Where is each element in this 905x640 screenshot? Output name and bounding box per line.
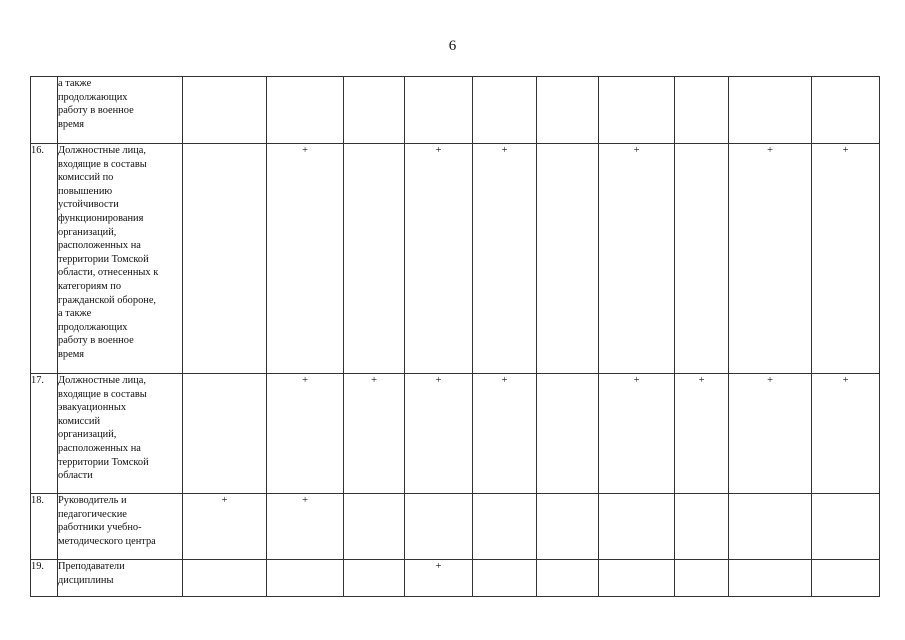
training-table xyxy=(30,76,880,597)
mark-cell xyxy=(812,77,880,144)
description-line: комиссий по xyxy=(58,172,114,184)
description-line: территории Томской xyxy=(58,253,149,265)
mark-cell xyxy=(537,494,599,560)
description-line: комиссий xyxy=(58,415,100,427)
mark-cell xyxy=(344,494,405,560)
description-line: расположенных на xyxy=(58,240,141,252)
description-line: Руководитель и xyxy=(58,495,127,506)
mark-cell xyxy=(675,144,729,374)
table-row xyxy=(31,144,880,374)
row-number: 17. xyxy=(31,374,58,494)
description-line: Должностные лица, xyxy=(58,145,146,156)
mark-cell xyxy=(675,494,729,560)
description-line: гражданской обороне, xyxy=(58,294,157,306)
mark-cell xyxy=(267,77,344,144)
mark-cell xyxy=(599,560,675,597)
mark-cell xyxy=(599,494,675,560)
mark-cell xyxy=(473,77,537,144)
row-number: 19. xyxy=(31,560,58,597)
mark-cell: + xyxy=(473,374,537,494)
description-line: методического центра xyxy=(58,535,156,547)
description-line: повышению xyxy=(58,185,113,197)
description-line: работники учебно- xyxy=(58,522,142,534)
mark-cell: + xyxy=(729,374,812,494)
description-line: расположенных на xyxy=(58,442,141,454)
mark-cell xyxy=(537,77,599,144)
mark-cell xyxy=(344,144,405,374)
mark-cell xyxy=(729,560,812,597)
description-line: категориям по xyxy=(58,280,122,292)
category-description xyxy=(58,144,183,374)
mark-cell xyxy=(812,494,880,560)
mark-cell: + xyxy=(344,374,405,494)
description-line: организаций, xyxy=(58,429,117,441)
mark-cell: + xyxy=(729,144,812,374)
mark-cell: + xyxy=(599,144,675,374)
mark-cell xyxy=(405,77,473,144)
mark-cell xyxy=(675,560,729,597)
page-number: 6 xyxy=(448,38,457,54)
table-row xyxy=(31,374,880,494)
mark-cell xyxy=(405,494,473,560)
mark-cell xyxy=(267,560,344,597)
description-line: а также xyxy=(58,308,92,320)
mark-cell xyxy=(537,144,599,374)
mark-cell xyxy=(344,77,405,144)
mark-cell xyxy=(183,560,267,597)
description-line: время xyxy=(58,118,85,130)
mark-cell: + xyxy=(675,374,729,494)
mark-cell: + xyxy=(599,374,675,494)
mark-cell: + xyxy=(473,144,537,374)
description-line: эвакуационных xyxy=(58,402,127,414)
description-line: Преподаватели xyxy=(58,561,125,572)
mark-cell: + xyxy=(267,144,344,374)
description-line: входящие в составы xyxy=(58,158,147,170)
description-line: устойчивости xyxy=(58,199,119,211)
description-line: Должностные лица, xyxy=(58,375,146,386)
mark-cell: + xyxy=(405,560,473,597)
table-row xyxy=(31,77,880,144)
mark-cell: + xyxy=(812,144,880,374)
mark-cell xyxy=(729,494,812,560)
mark-cell: + xyxy=(405,374,473,494)
mark-cell: + xyxy=(267,494,344,560)
mark-cell xyxy=(537,374,599,494)
description-line: территории Томской xyxy=(58,456,149,468)
category-description xyxy=(58,494,183,560)
mark-cell: + xyxy=(405,144,473,374)
description-line: дисциплины xyxy=(58,574,114,586)
table-row xyxy=(31,494,880,560)
mark-cell xyxy=(183,374,267,494)
description-line: а также xyxy=(58,78,92,89)
table-row xyxy=(31,560,880,597)
mark-cell xyxy=(344,560,405,597)
description-line: продолжающих xyxy=(58,321,128,333)
table-body xyxy=(31,77,880,597)
category-description xyxy=(58,77,183,144)
category-description xyxy=(58,560,183,597)
mark-cell xyxy=(812,560,880,597)
mark-cell xyxy=(729,77,812,144)
mark-cell: + xyxy=(267,374,344,494)
row-number xyxy=(31,77,58,144)
mark-cell xyxy=(675,77,729,144)
description-line: области, отнесенных к xyxy=(58,267,159,279)
description-line: входящие в составы xyxy=(58,388,147,400)
description-line: продолжающих xyxy=(58,91,128,103)
row-number: 18. xyxy=(31,494,58,560)
description-line: организаций, xyxy=(58,226,117,238)
description-line: работу в военное xyxy=(58,335,134,347)
mark-cell xyxy=(183,144,267,374)
mark-cell xyxy=(599,77,675,144)
mark-cell: + xyxy=(183,494,267,560)
mark-cell xyxy=(183,77,267,144)
description-line: работу в военное xyxy=(58,105,134,117)
mark-cell xyxy=(537,560,599,597)
description-line: области xyxy=(58,470,93,482)
category-description xyxy=(58,374,183,494)
description-line: время xyxy=(58,348,85,360)
row-number: 16. xyxy=(31,144,58,374)
mark-cell xyxy=(473,494,537,560)
mark-cell: + xyxy=(812,374,880,494)
description-line: функционирования xyxy=(58,212,144,224)
mark-cell xyxy=(473,560,537,597)
description-line: педагогические xyxy=(58,508,127,520)
